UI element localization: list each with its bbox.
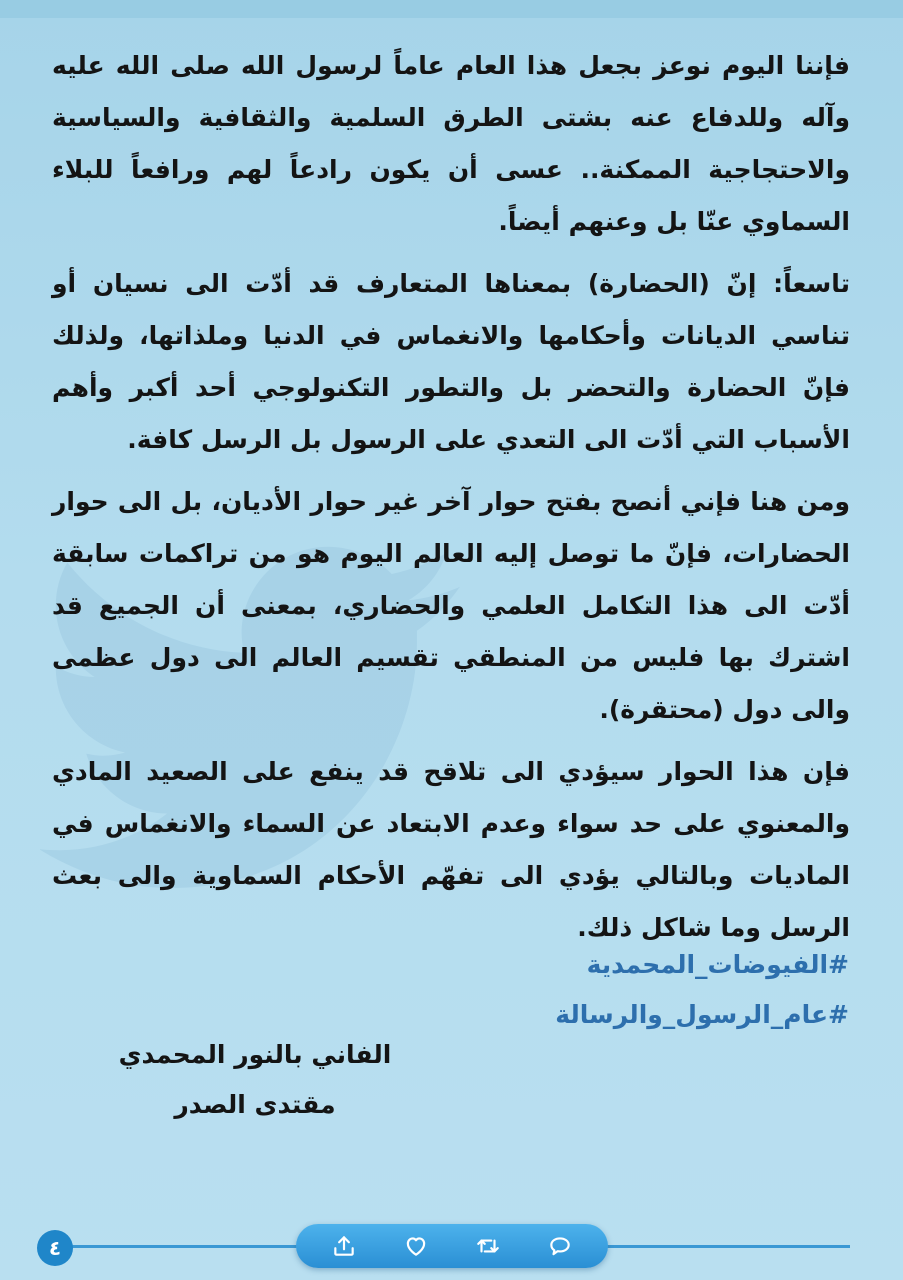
top-strip [0, 0, 903, 18]
paragraph-2-text: إنّ (الحضارة) بمعناها المتعارف قد أدّت الى نسيان أو تناسي الديانات وأحكامها والانغماس في الدنيا وملذاتها، ولذلك فإنّ الحضارة والتحضر بل والتطور التكنولوجي أحد أكبر وأهم الأسباب التي أدّت الى التعدي على الرسول بل الرسل كافة. [52, 269, 850, 454]
tweet-action-bar [296, 1224, 608, 1268]
share-icon[interactable] [330, 1232, 358, 1260]
hashtag-link[interactable]: #عام_الرسول_والرسالة [555, 1000, 849, 1029]
hashtag-link[interactable]: #الفيوضات_المحمدية [586, 950, 849, 979]
paragraph-4: فإن هذا الحوار سيؤدي الى تلاقح قد ينفع على الصعيد المادي والمعنوي على حد سواء وعدم الابتعاد عن السماء والانغماس في الماديات وبالتالي يؤدي الى تفهّم الأحكام السماوية والى بعث الرسل وما شاكل ذلك. [52, 757, 850, 942]
signature-name: مقتدى الصدر [174, 1090, 336, 1119]
retweet-icon[interactable] [474, 1232, 502, 1260]
paragraph-2-lead: تاسعاً: [773, 269, 850, 298]
paragraph-2 [52, 258, 850, 466]
paragraph-3: ومن هنا فإني أنصح بفتح حوار آخر غير حوار الأديان، بل الى حوار الحضارات، فإنّ ما توصل إليه العالم اليوم هو من تراكمات سابقة أدّت الى هذا التكامل العلمي والحضاري، بمعنى أن الجميع قد اشترك بها فليس من المنطقي تقسيم العالم الى دول عظمى والى دول (محتقرة). [52, 487, 850, 724]
reply-icon[interactable] [546, 1232, 574, 1260]
signature-line-1: الفاني بالنور المحمدي [118, 1040, 392, 1069]
paragraph-1: فإننا اليوم نوعز بجعل هذا العام عاماً لرسول الله صلى الله عليه وآله وللدفاع عنه بشتى الطرق السلمية والثقافية والسياسية والاحتجاجية الممكنة.. عسى أن يكون رادعاً لهم ورافعاً للبلاء السماوي عنّا بل وعنهم أيضاً. [52, 51, 850, 236]
heart-icon[interactable] [402, 1232, 430, 1260]
article-body [52, 40, 850, 964]
signature [110, 1030, 400, 1130]
page-number-badge: ٤ [37, 1230, 73, 1266]
hashtags [555, 940, 849, 1040]
